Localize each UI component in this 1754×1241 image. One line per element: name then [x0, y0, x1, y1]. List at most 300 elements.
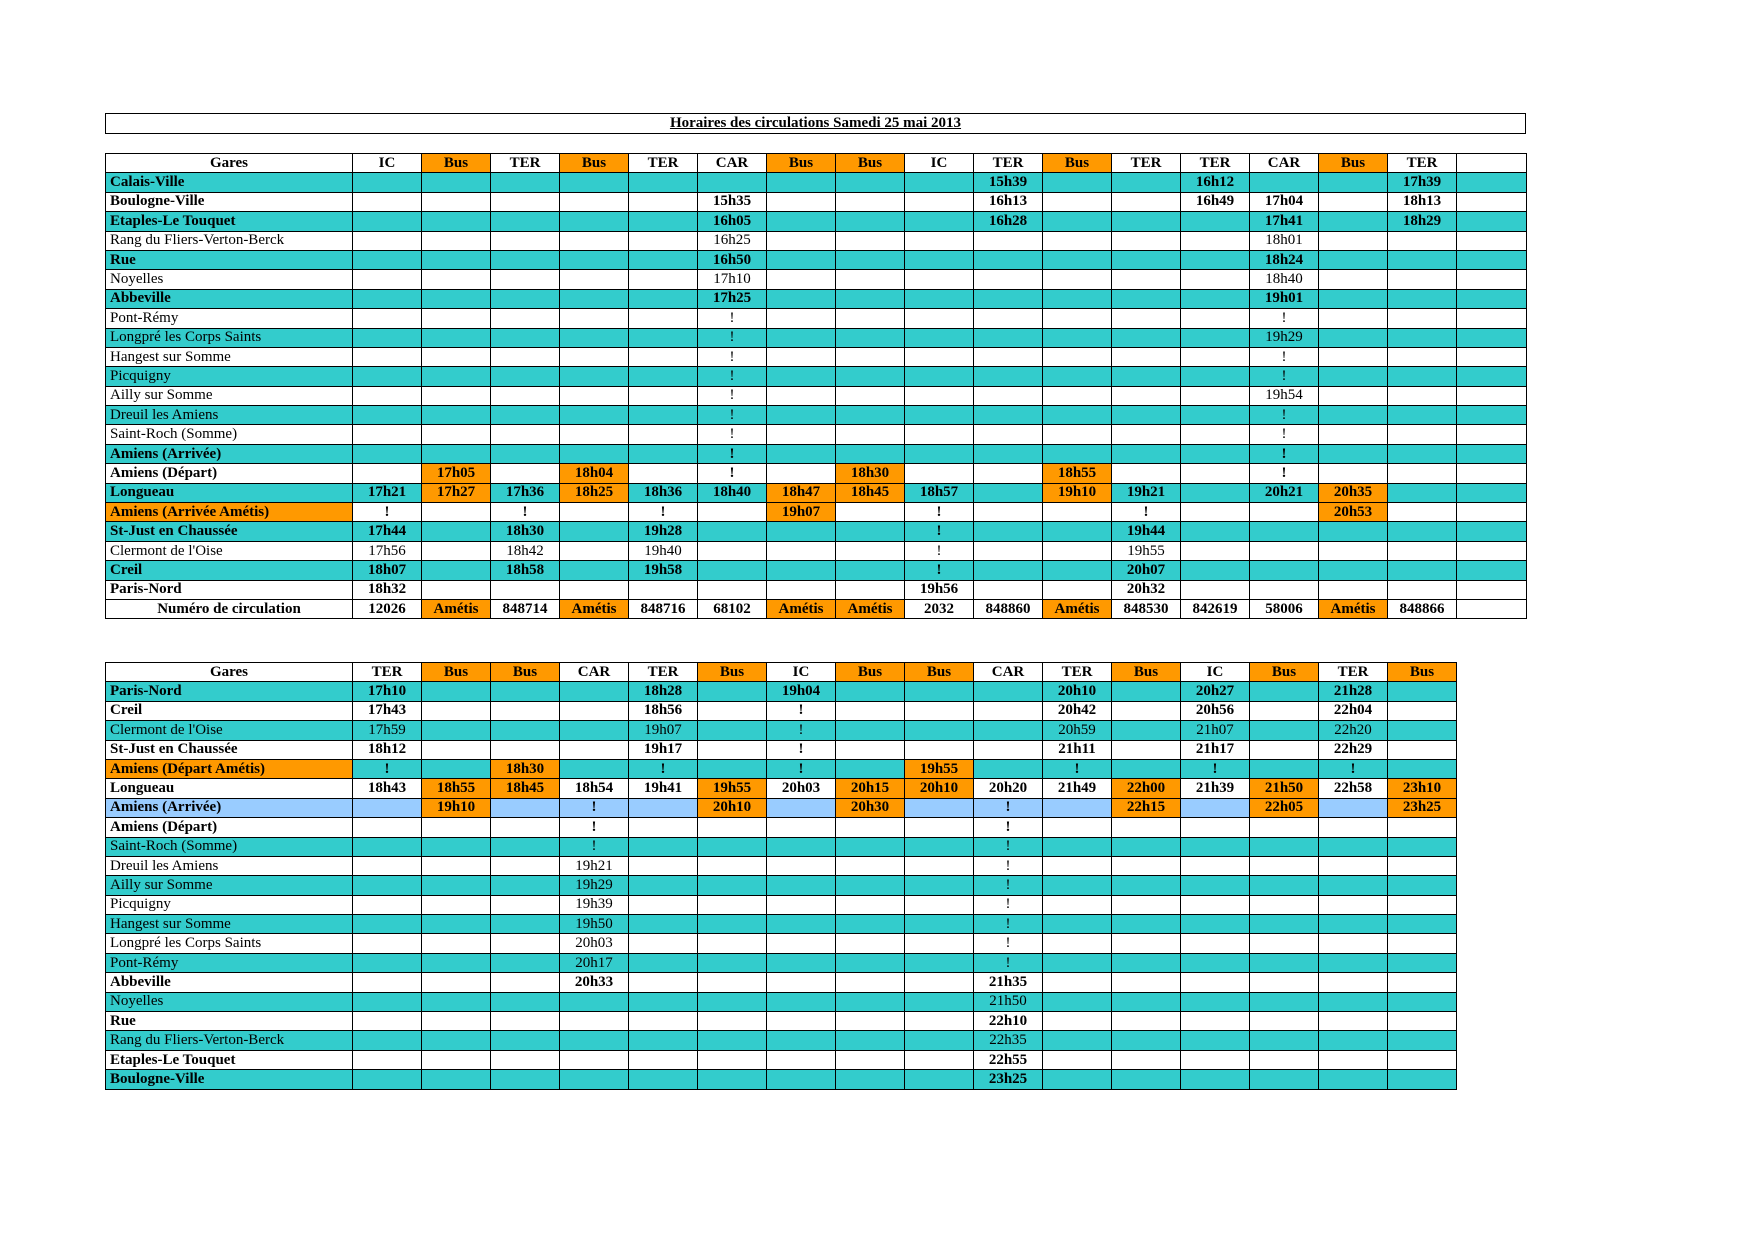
time-cell — [698, 721, 767, 740]
time-cell — [836, 270, 905, 289]
column-header-stations: Gares — [106, 154, 353, 173]
time-cell — [1250, 1012, 1319, 1031]
time-cell — [1250, 856, 1319, 875]
column-header: TER — [629, 663, 698, 682]
time-cell — [1250, 973, 1319, 992]
time-cell: 21h28 — [1319, 682, 1388, 701]
time-cell — [1319, 250, 1388, 269]
time-cell: ! — [353, 759, 422, 778]
time-cell — [491, 1012, 560, 1031]
time-cell — [1181, 837, 1250, 856]
station-name: Calais-Ville — [106, 173, 353, 192]
station-name: Pont-Rémy — [106, 953, 353, 972]
time-cell — [1319, 270, 1388, 289]
time-cell — [698, 522, 767, 541]
time-cell — [1112, 309, 1181, 328]
time-cell — [1319, 444, 1388, 463]
time-cell — [422, 759, 491, 778]
time-cell: 18h57 — [905, 483, 974, 502]
time-cell — [353, 444, 422, 463]
time-cell: 17h59 — [353, 721, 422, 740]
time-cell — [767, 250, 836, 269]
time-cell — [1388, 367, 1457, 386]
time-cell — [1112, 289, 1181, 308]
time-cell — [560, 1012, 629, 1031]
time-cell: 17h44 — [353, 522, 422, 541]
time-cell — [1388, 561, 1457, 580]
time-cell — [1388, 483, 1457, 502]
time-cell — [905, 347, 974, 366]
time-cell: 21h39 — [1181, 779, 1250, 798]
time-cell — [905, 818, 974, 837]
time-cell — [1457, 522, 1527, 541]
time-cell — [629, 309, 698, 328]
time-cell — [1388, 759, 1457, 778]
time-cell: 15h35 — [698, 192, 767, 211]
time-cell: ! — [1250, 464, 1319, 483]
time-cell: ! — [560, 818, 629, 837]
time-cell — [1457, 444, 1527, 463]
station-row — [106, 289, 1527, 308]
station-row — [106, 798, 1457, 817]
station-name: Amiens (Départ Amétis) — [106, 759, 353, 778]
time-cell — [422, 701, 491, 720]
time-cell: 17h04 — [1250, 192, 1319, 211]
time-cell — [836, 915, 905, 934]
time-cell — [491, 973, 560, 992]
time-cell: 17h05 — [422, 464, 491, 483]
time-cell — [698, 1031, 767, 1050]
time-cell — [422, 444, 491, 463]
time-cell: 20h03 — [767, 779, 836, 798]
column-header: TER — [1388, 154, 1457, 173]
station-name: Etaples-Le Touquet — [106, 1050, 353, 1069]
time-cell — [836, 328, 905, 347]
column-header: Bus — [560, 154, 629, 173]
station-name: Amiens (Départ) — [106, 464, 353, 483]
time-cell — [767, 347, 836, 366]
time-cell — [422, 328, 491, 347]
time-cell: 16h13 — [974, 192, 1043, 211]
time-cell — [1457, 483, 1527, 502]
time-cell: 19h29 — [560, 876, 629, 895]
time-cell — [422, 580, 491, 599]
column-header: Bus — [836, 154, 905, 173]
time-cell: ! — [974, 953, 1043, 972]
time-cell — [1319, 1012, 1388, 1031]
time-cell — [1112, 328, 1181, 347]
time-cell: 16h12 — [1181, 173, 1250, 192]
timetable-southbound-body — [106, 663, 1457, 1090]
time-cell — [491, 173, 560, 192]
time-cell — [1043, 798, 1112, 817]
station-row — [106, 1031, 1457, 1050]
station-name: Saint-Roch (Somme) — [106, 837, 353, 856]
time-cell: 19h28 — [629, 522, 698, 541]
time-cell: ! — [698, 444, 767, 463]
time-cell — [1043, 406, 1112, 425]
train-number: Amétis — [767, 599, 836, 618]
time-cell — [767, 464, 836, 483]
time-cell — [767, 444, 836, 463]
station-name: St-Just en Chaussée — [106, 740, 353, 759]
time-cell — [1112, 406, 1181, 425]
time-cell — [1181, 386, 1250, 405]
time-cell: ! — [1181, 759, 1250, 778]
time-cell — [836, 856, 905, 875]
station-name: Longpré les Corps Saints — [106, 328, 353, 347]
time-cell — [767, 367, 836, 386]
time-cell — [629, 425, 698, 444]
time-cell — [353, 406, 422, 425]
time-cell — [560, 580, 629, 599]
time-cell — [1181, 818, 1250, 837]
time-cell — [1043, 309, 1112, 328]
time-cell — [422, 347, 491, 366]
time-cell — [1250, 561, 1319, 580]
time-cell — [767, 328, 836, 347]
time-cell — [629, 347, 698, 366]
time-cell — [1388, 406, 1457, 425]
station-row — [106, 464, 1527, 483]
time-cell — [1181, 953, 1250, 972]
time-cell — [974, 541, 1043, 560]
time-cell: 20h03 — [560, 934, 629, 953]
time-cell — [1319, 386, 1388, 405]
time-cell — [1112, 444, 1181, 463]
time-cell — [1388, 856, 1457, 875]
time-cell — [1112, 347, 1181, 366]
time-cell — [491, 837, 560, 856]
column-header: Bus — [422, 663, 491, 682]
time-cell — [905, 934, 974, 953]
time-cell — [1112, 759, 1181, 778]
time-cell — [1181, 541, 1250, 560]
time-cell: 19h10 — [422, 798, 491, 817]
station-row — [106, 895, 1457, 914]
station-name: Longueau — [106, 483, 353, 502]
time-cell — [422, 173, 491, 192]
time-cell — [974, 464, 1043, 483]
time-cell: 16h50 — [698, 250, 767, 269]
time-cell: ! — [1250, 406, 1319, 425]
time-cell — [1112, 250, 1181, 269]
time-cell: ! — [1250, 425, 1319, 444]
time-cell — [767, 1012, 836, 1031]
time-cell — [974, 425, 1043, 444]
station-name: Abbeville — [106, 973, 353, 992]
station-row — [106, 561, 1527, 580]
time-cell: 18h54 — [560, 779, 629, 798]
time-cell — [1181, 561, 1250, 580]
station-row — [106, 856, 1457, 875]
station-row — [106, 406, 1527, 425]
station-row — [106, 701, 1457, 720]
column-header: CAR — [560, 663, 629, 682]
time-cell: ! — [629, 503, 698, 522]
header-row — [106, 154, 1527, 173]
time-cell: 18h28 — [629, 682, 698, 701]
time-cell — [1112, 464, 1181, 483]
time-cell — [491, 425, 560, 444]
time-cell — [560, 406, 629, 425]
station-row — [106, 953, 1457, 972]
station-name: Picquigny — [106, 367, 353, 386]
time-cell — [1457, 231, 1527, 250]
time-cell: 22h05 — [1250, 798, 1319, 817]
time-cell — [1457, 386, 1527, 405]
time-cell — [491, 818, 560, 837]
time-cell — [698, 701, 767, 720]
time-cell — [1319, 212, 1388, 231]
time-cell — [1319, 895, 1388, 914]
timetable-southbound — [105, 662, 1457, 1090]
station-name: Picquigny — [106, 895, 353, 914]
time-cell — [836, 1031, 905, 1050]
column-header: Bus — [1112, 663, 1181, 682]
time-cell — [1043, 876, 1112, 895]
time-cell — [1457, 464, 1527, 483]
time-cell — [353, 973, 422, 992]
time-cell: ! — [974, 915, 1043, 934]
time-cell — [767, 1070, 836, 1089]
time-cell — [767, 1031, 836, 1050]
column-header: Bus — [1043, 154, 1112, 173]
column-header: Bus — [1250, 663, 1319, 682]
station-name: Paris-Nord — [106, 682, 353, 701]
time-cell — [629, 580, 698, 599]
time-cell — [353, 1070, 422, 1089]
time-cell — [1043, 856, 1112, 875]
time-cell — [1319, 192, 1388, 211]
time-cell — [422, 856, 491, 875]
time-cell: ! — [905, 503, 974, 522]
time-cell: 19h55 — [905, 759, 974, 778]
time-cell — [974, 759, 1043, 778]
time-cell — [1457, 561, 1527, 580]
time-cell — [560, 231, 629, 250]
time-cell: ! — [905, 561, 974, 580]
time-cell — [422, 1012, 491, 1031]
time-cell: 19h39 — [560, 895, 629, 914]
time-cell — [1319, 173, 1388, 192]
time-cell: 19h54 — [1250, 386, 1319, 405]
time-cell — [1181, 934, 1250, 953]
time-cell: 19h55 — [698, 779, 767, 798]
station-name: Creil — [106, 701, 353, 720]
time-cell — [629, 856, 698, 875]
time-cell: ! — [698, 386, 767, 405]
time-cell — [422, 367, 491, 386]
time-cell — [1388, 934, 1457, 953]
time-cell — [1250, 1031, 1319, 1050]
time-cell: 18h32 — [353, 580, 422, 599]
time-cell: ! — [767, 740, 836, 759]
train-number: Amétis — [422, 599, 491, 618]
time-cell — [905, 915, 974, 934]
time-cell — [836, 212, 905, 231]
page-title-text: Horaires des circulations Samedi 25 mai 2013 — [669, 115, 962, 131]
time-cell — [767, 270, 836, 289]
time-cell — [767, 895, 836, 914]
time-cell: 18h40 — [1250, 270, 1319, 289]
time-cell — [1043, 289, 1112, 308]
time-cell: 17h41 — [1250, 212, 1319, 231]
time-cell — [905, 406, 974, 425]
time-cell — [1112, 721, 1181, 740]
time-cell — [422, 915, 491, 934]
time-cell: 18h45 — [836, 483, 905, 502]
station-row — [106, 740, 1457, 759]
station-name: Amiens (Arrivée Amétis) — [106, 503, 353, 522]
time-cell: 23h25 — [974, 1070, 1043, 1089]
time-cell — [560, 992, 629, 1011]
station-name: Noyelles — [106, 270, 353, 289]
time-cell — [422, 386, 491, 405]
time-cell — [353, 173, 422, 192]
time-cell — [836, 818, 905, 837]
time-cell — [974, 231, 1043, 250]
station-row — [106, 973, 1457, 992]
time-cell — [1388, 973, 1457, 992]
time-cell — [353, 425, 422, 444]
time-cell — [1457, 192, 1527, 211]
time-cell — [1319, 856, 1388, 875]
time-cell — [1457, 367, 1527, 386]
time-cell — [353, 798, 422, 817]
time-cell — [974, 289, 1043, 308]
time-cell — [1457, 347, 1527, 366]
time-cell — [836, 721, 905, 740]
time-cell: 19h41 — [629, 779, 698, 798]
time-cell — [560, 192, 629, 211]
time-cell — [1112, 425, 1181, 444]
column-header: Bus — [836, 663, 905, 682]
time-cell: 22h29 — [1319, 740, 1388, 759]
time-cell — [698, 1070, 767, 1089]
time-cell — [491, 1031, 560, 1050]
time-cell — [1388, 1070, 1457, 1089]
time-cell — [1388, 837, 1457, 856]
time-cell: ! — [767, 721, 836, 740]
time-cell — [974, 270, 1043, 289]
time-cell — [905, 289, 974, 308]
time-cell — [1388, 270, 1457, 289]
time-cell — [905, 212, 974, 231]
time-cell — [1112, 367, 1181, 386]
station-name: Boulogne-Ville — [106, 1070, 353, 1089]
time-cell — [1388, 386, 1457, 405]
time-cell — [1043, 347, 1112, 366]
time-cell: 20h53 — [1319, 503, 1388, 522]
time-cell — [629, 1031, 698, 1050]
time-cell: ! — [974, 934, 1043, 953]
time-cell — [629, 876, 698, 895]
time-cell — [422, 425, 491, 444]
station-name: Dreuil les Amiens — [106, 856, 353, 875]
time-cell — [422, 309, 491, 328]
time-cell — [1250, 992, 1319, 1011]
time-cell — [1181, 347, 1250, 366]
time-cell — [836, 580, 905, 599]
time-cell — [698, 173, 767, 192]
time-cell — [629, 250, 698, 269]
time-cell — [1250, 759, 1319, 778]
time-cell — [1043, 934, 1112, 953]
time-cell — [1043, 173, 1112, 192]
time-cell — [974, 347, 1043, 366]
train-number: 848866 — [1388, 599, 1457, 618]
time-cell: ! — [767, 701, 836, 720]
time-cell — [422, 250, 491, 269]
time-cell: ! — [1319, 759, 1388, 778]
time-cell — [1112, 973, 1181, 992]
time-cell: 17h10 — [698, 270, 767, 289]
station-row — [106, 192, 1527, 211]
time-cell: 19h58 — [629, 561, 698, 580]
time-cell — [629, 992, 698, 1011]
time-cell — [1043, 895, 1112, 914]
station-name: Pont-Rémy — [106, 309, 353, 328]
time-cell — [1319, 973, 1388, 992]
time-cell — [836, 406, 905, 425]
time-cell — [422, 561, 491, 580]
time-cell: 21h49 — [1043, 779, 1112, 798]
time-cell: ! — [698, 367, 767, 386]
time-cell — [1043, 250, 1112, 269]
time-cell — [1250, 915, 1319, 934]
time-cell — [1043, 818, 1112, 837]
station-name: Rang du Fliers-Verton-Berck — [106, 231, 353, 250]
time-cell: 17h43 — [353, 701, 422, 720]
time-cell: 19h56 — [905, 580, 974, 599]
time-cell — [836, 192, 905, 211]
time-cell — [905, 464, 974, 483]
time-cell — [1043, 953, 1112, 972]
time-cell: 18h43 — [353, 779, 422, 798]
time-cell: 20h35 — [1319, 483, 1388, 502]
time-cell — [422, 231, 491, 250]
time-cell — [422, 212, 491, 231]
station-row — [106, 779, 1457, 798]
time-cell: 18h04 — [560, 464, 629, 483]
station-name: Clermont de l'Oise — [106, 721, 353, 740]
station-row — [106, 580, 1527, 599]
time-cell — [905, 721, 974, 740]
time-cell — [905, 837, 974, 856]
time-cell: ! — [1043, 759, 1112, 778]
time-cell — [491, 798, 560, 817]
time-cell — [1043, 580, 1112, 599]
time-cell — [1043, 1070, 1112, 1089]
time-cell — [1043, 503, 1112, 522]
time-cell — [1457, 406, 1527, 425]
time-cell — [974, 406, 1043, 425]
time-cell — [422, 270, 491, 289]
station-name: Dreuil les Amiens — [106, 406, 353, 425]
time-cell — [491, 895, 560, 914]
time-cell — [491, 289, 560, 308]
time-cell — [1319, 347, 1388, 366]
time-cell — [560, 444, 629, 463]
time-cell — [422, 541, 491, 560]
time-cell: 22h15 — [1112, 798, 1181, 817]
station-row — [106, 721, 1457, 740]
time-cell — [1250, 580, 1319, 599]
time-cell — [1388, 721, 1457, 740]
time-cell — [905, 270, 974, 289]
time-cell — [698, 759, 767, 778]
